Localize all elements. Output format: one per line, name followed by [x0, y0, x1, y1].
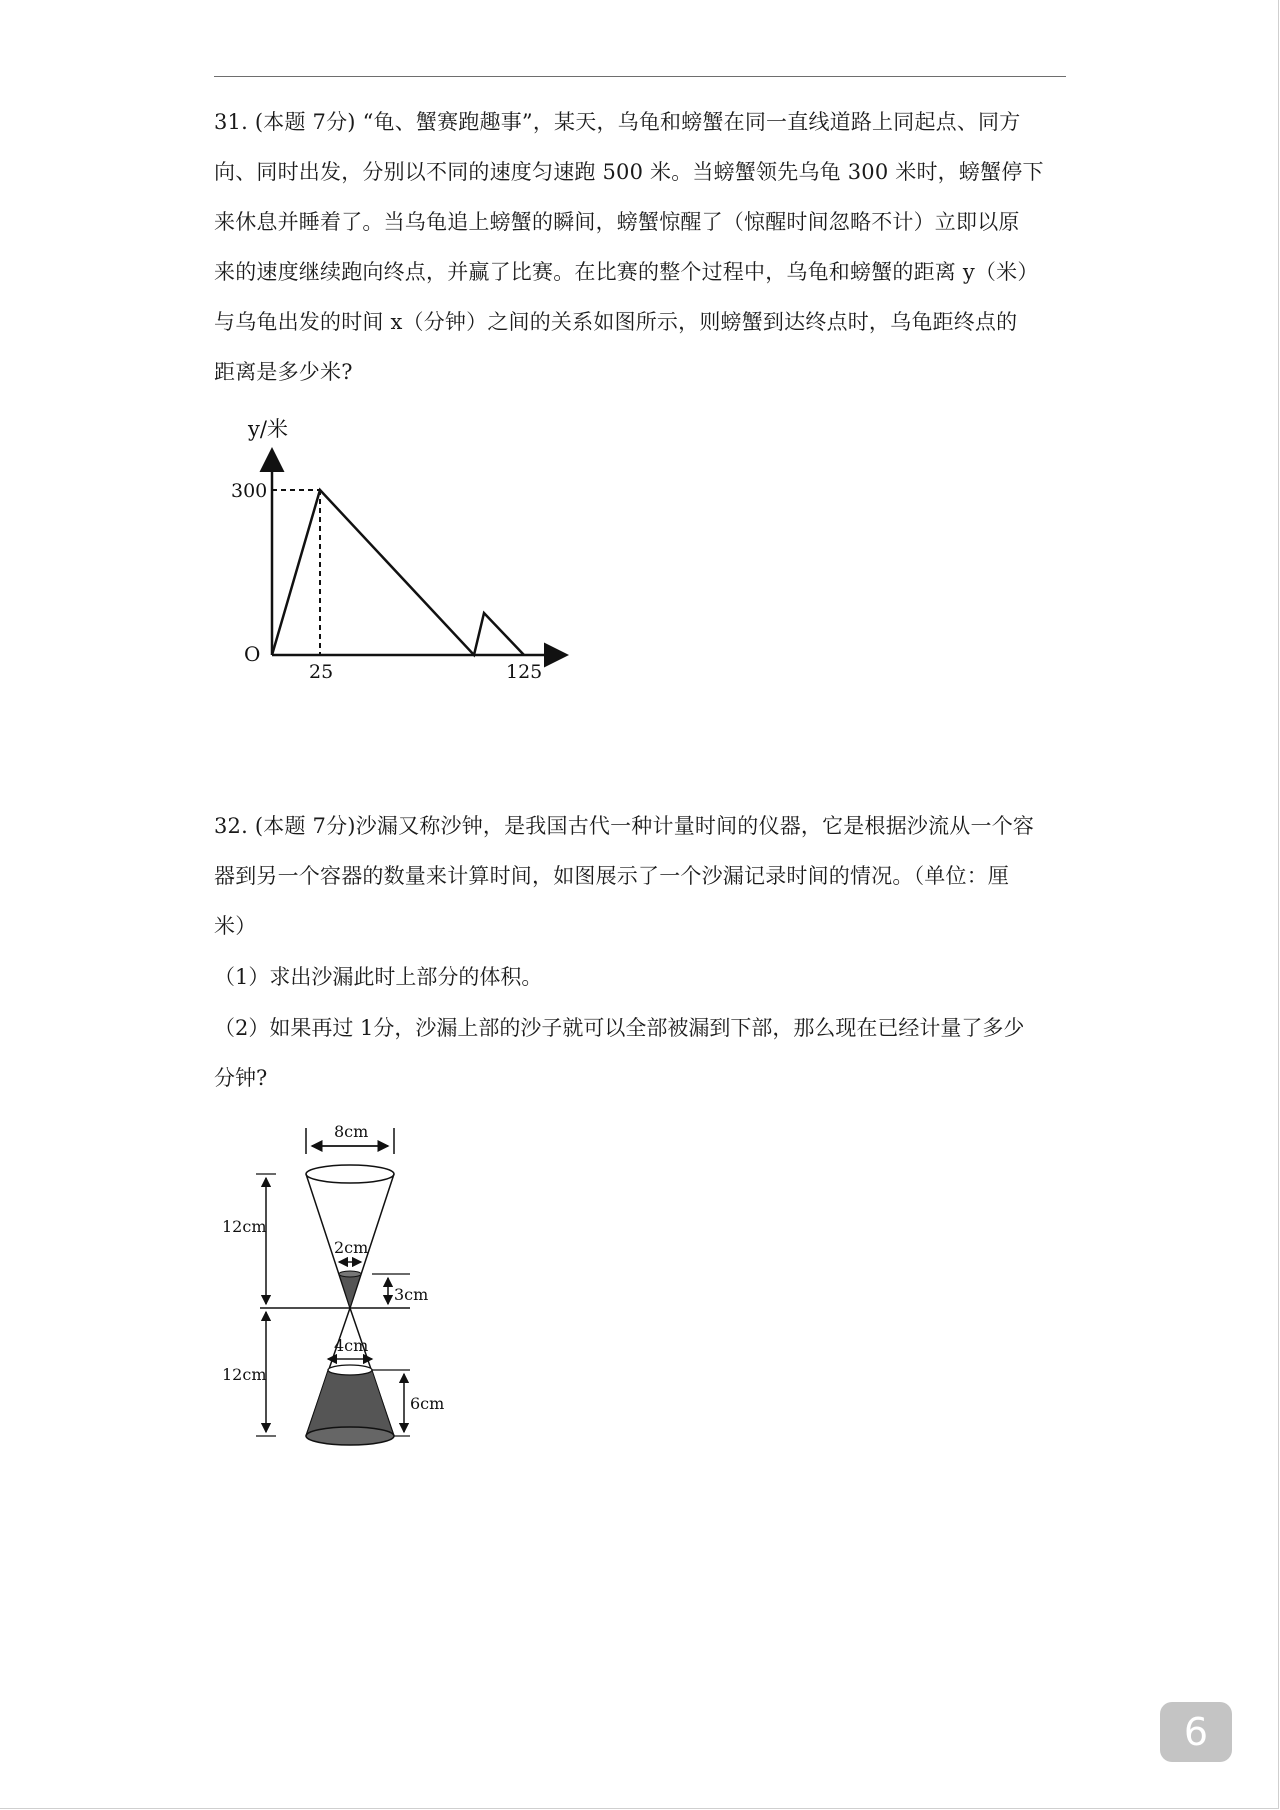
upper-sand-width-label: 2cm: [334, 1238, 369, 1257]
lower-sand: [306, 1370, 394, 1436]
sub2-line: （2）如果再过 1分，沙漏上部的沙子就可以全部被漏到下部，那么现在已经计量了多少: [214, 1016, 1025, 1040]
lower-sand-height-label: 6cm: [410, 1394, 445, 1413]
q31-line: 距离是多少米?: [214, 360, 353, 384]
hourglass-diagram: [222, 1118, 462, 1458]
q32-line: 器到另一个容器的数量来计算时间，如图展示了一个沙漏记录时间的情况。（单位：厘: [214, 864, 1010, 888]
q32-subquestion-2: [214, 1003, 1074, 1103]
q31-line: 来休息并睡着了。当乌龟追上螃蟹的瞬间，螃蟹惊醒了（惊醒时间忽略不计）立即以原: [214, 210, 1020, 234]
question-31: [214, 97, 1074, 397]
q32-subquestion-1: [214, 952, 1074, 1002]
upper-sand: [339, 1274, 361, 1308]
lower-sand-width-label: 4cm: [334, 1336, 369, 1355]
q31-line: 向、同时出发，分别以不同的速度匀速跑 500 米。当螃蟹领先乌龟 300 米时，螃蟹停下: [214, 160, 1044, 184]
upper-sand-height-label: 3cm: [394, 1285, 429, 1304]
upper-cone-rim: [306, 1165, 394, 1183]
lower-height-label: 12cm: [222, 1365, 267, 1384]
q31-line: 来的速度继续跑向终点，并赢了比赛。在比赛的整个过程中，乌龟和螃蟹的距离 y（米）: [214, 260, 1039, 284]
y-tick-label: 300: [231, 480, 268, 502]
sub2-line: 分钟?: [214, 1066, 268, 1090]
question-32: [214, 801, 1074, 951]
q32-line: 米）: [214, 914, 257, 938]
distance-time-graph: [222, 410, 642, 690]
header-rule: [214, 76, 1066, 77]
sub1-line: （1）求出沙漏此时上部分的体积。: [214, 965, 543, 989]
q32-line: 32. (本题 7分)沙漏又称沙钟，是我国古代一种计量时间的仪器，它是根据沙流从一个容: [214, 814, 1035, 838]
top-width-label: 8cm: [334, 1122, 369, 1141]
distance-curve: [272, 490, 524, 655]
q31-line: 31. (本题 7分) “龟、蟹赛跑趣事”，某天，乌龟和螃蟹在同一直线道路上同起点、同方: [214, 110, 1021, 134]
origin-label: O: [244, 642, 261, 666]
upper-height-label: 12cm: [222, 1217, 267, 1236]
q31-line: 与乌龟出发的时间 x（分钟）之间的关系如图所示，则螃蟹到达终点时，乌龟距终点的: [214, 310, 1018, 334]
page-number: 6: [1183, 1710, 1209, 1754]
y-axis-label: y/米: [248, 417, 288, 441]
x-tick-label: 125: [506, 661, 543, 683]
page-number-badge: [1160, 1702, 1232, 1762]
x-tick-label: 25: [309, 661, 334, 683]
